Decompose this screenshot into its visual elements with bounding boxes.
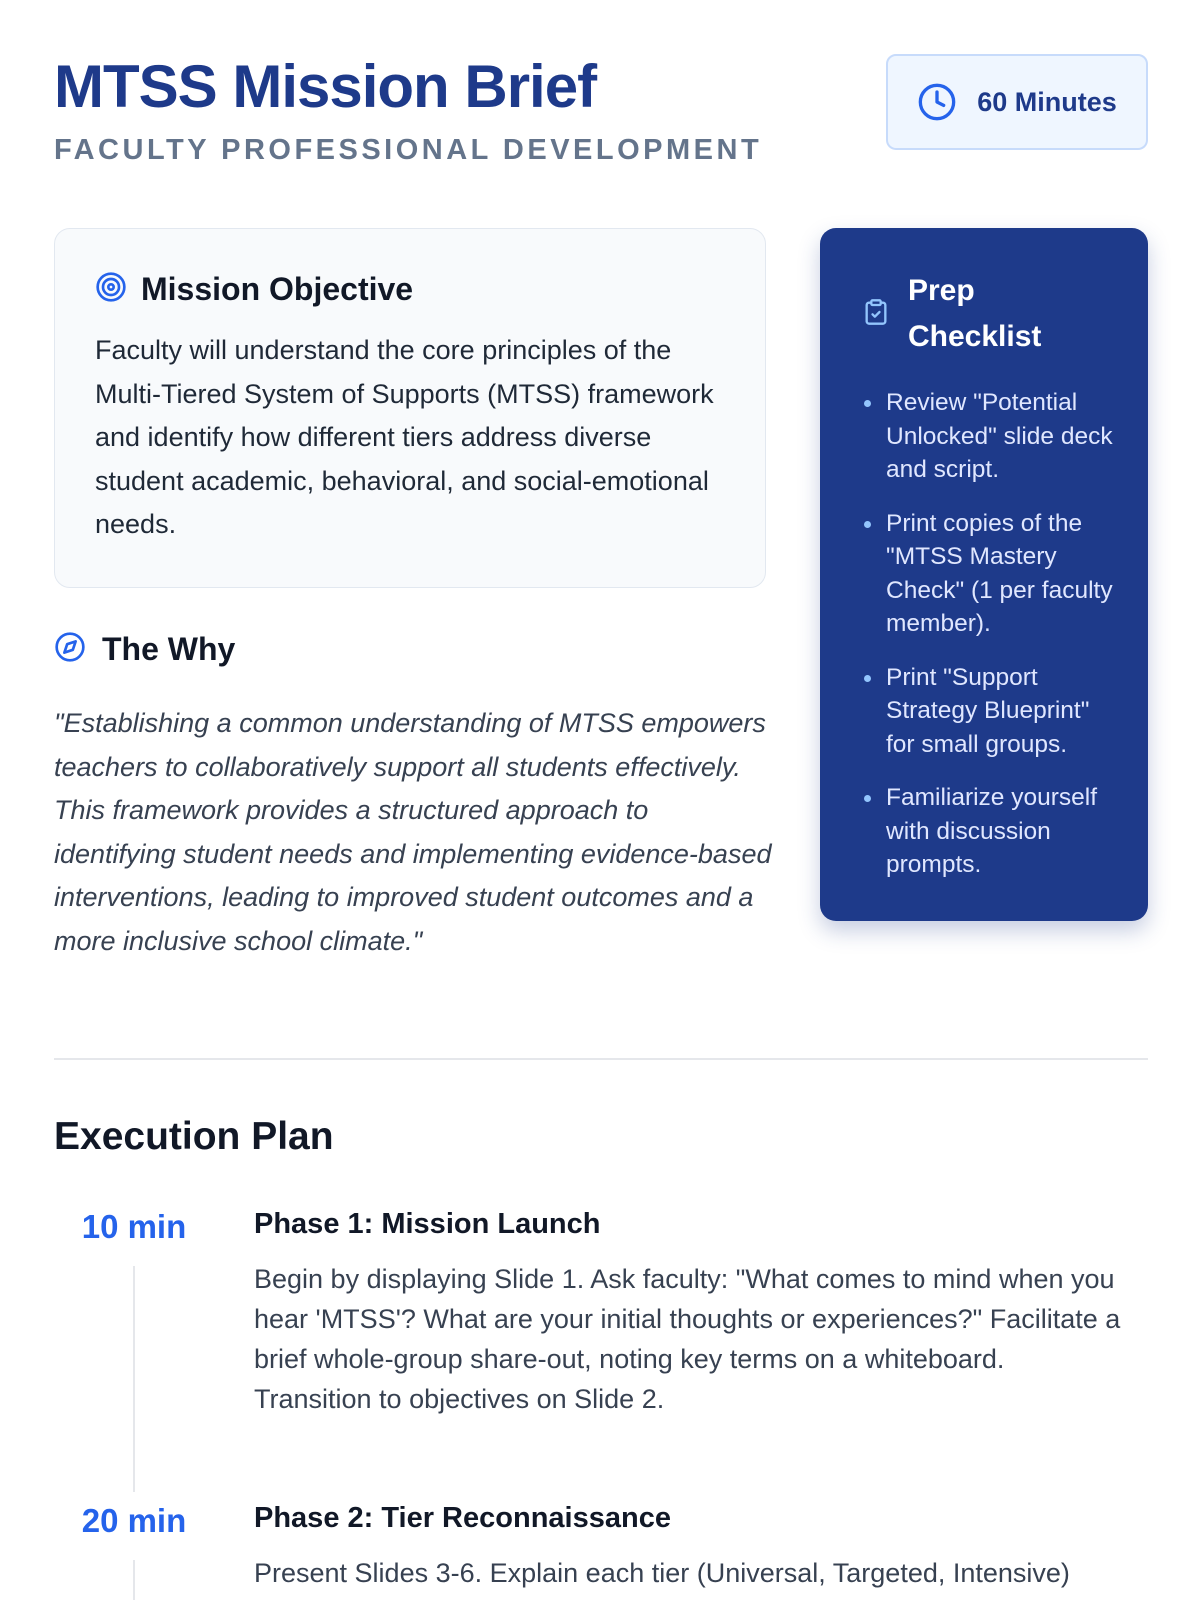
prep-checklist-list: [864, 386, 1120, 902]
clock-icon: [917, 82, 957, 122]
duration-label: 60 Minutes: [977, 86, 1117, 117]
the-why-heading: The Why: [102, 631, 236, 667]
timeline-connector: [133, 1560, 135, 1600]
prep-checklist-header: [862, 268, 1078, 360]
prep-checklist-card: [820, 228, 1148, 921]
compass-icon: [54, 631, 86, 668]
phase-description: Begin by displaying Slide 1. Ask faculty: "What comes to mind when you hear 'MTSS'? What are your initial thoughts or experiences?" Facilitate a brief whole-group share-out, noting key terms on a whiteboard. Transition to objectives on Slide 2.: [254, 1264, 1121, 1414]
page-title: MTSS Mission Brief: [54, 53, 597, 120]
phase-description: Present Slides 3-6. Explain each tier (Universal, Targeted, Intensive): [254, 1558, 1070, 1588]
mission-objective-text: Faculty will understand the core principles of the Multi-Tiered System of Supports (MTSS) framework and identify how different tiers address diverse student academic, behavioral, and social-emotional needs.: [95, 335, 714, 539]
checklist-item: Review "Potential Unlocked" slide deck and script.: [864, 386, 1120, 487]
checklist-item: Print copies of the "MTSS Mastery Check" (1 per faculty member).: [864, 507, 1120, 641]
timeline-connector: [133, 1266, 135, 1492]
checklist-item: Familiarize yourself with discussion prompts.: [864, 781, 1120, 882]
mission-objective-card: [54, 228, 766, 588]
phase-duration: 10 min: [81, 1208, 187, 1245]
page-subtitle: FACULTY PROFESSIONAL DEVELOPMENT: [54, 134, 763, 166]
phase-title: Phase 2: Tier Reconnaissance: [254, 1502, 671, 1534]
prep-checklist-heading: Prep Checklist: [908, 274, 1042, 353]
clipboard-check-icon: [862, 296, 890, 333]
execution-plan-heading: Execution Plan: [54, 1115, 334, 1158]
mission-brief-page: [54, 0, 1148, 1600]
target-icon: [95, 271, 127, 308]
mission-objective-heading: Mission Objective: [141, 271, 414, 307]
duration-badge: [886, 54, 1148, 150]
phase-duration: 20 min: [81, 1502, 187, 1539]
the-why-header: [54, 631, 235, 668]
mission-objective-header: [95, 271, 413, 308]
checklist-item: Print "Support Strategy Blueprint" for small groups.: [864, 661, 1120, 762]
the-why-quote: "Establishing a common understanding of MTSS empowers teachers to collaboratively support all students effectively. This framework provides a structured approach to identifying student needs and implementing evidence-based interventions, leading to improved student outcomes and a more inclusive school climate.": [54, 708, 772, 956]
section-divider: [54, 1058, 1148, 1060]
phase-title: Phase 1: Mission Launch: [254, 1208, 601, 1240]
